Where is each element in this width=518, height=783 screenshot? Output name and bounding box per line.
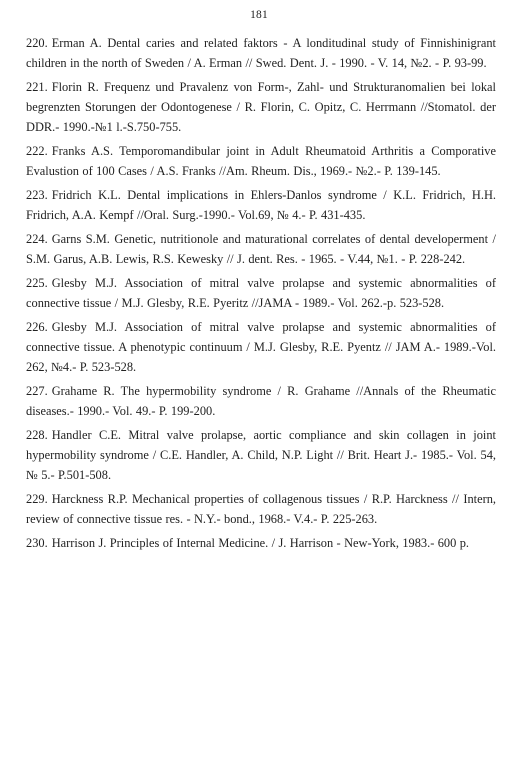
reference-text: Glesby M.J. Association of mitral valve prolapse and systemic abnormalities of connective tissue / M.J. Glesby, R.E. Pyeritz //JAMA - 1989.- Vol. 262.-p. 523-528.: [26, 276, 496, 310]
reference-item: [26, 185, 496, 225]
reference-number: 223.: [26, 188, 48, 202]
reference-list: [26, 33, 496, 557]
page-number: 181: [250, 9, 268, 21]
reference-item: [26, 533, 496, 553]
reference-number: 225.: [26, 276, 48, 290]
reference-number: 224.: [26, 232, 48, 246]
reference-number: 221.: [26, 80, 48, 94]
reference-item: [26, 33, 496, 73]
reference-text: Florin R. Frequenz und Pravalenz von Form-, Zahl- und Strukturanomalien bei lokal begrenzten Storungen der Odontogenese / R. Florin, C. Opitz, C. Herrmann //Stomatol. der DDR.- 1990.-№1 l.-S.750-755.: [26, 80, 496, 134]
reference-text: Harrison J. Principles of Internal Medicine. / J. Harrison - New-York, 1983.- 600 p.: [51, 536, 469, 550]
reference-text: Grahame R. The hypermobility syndrome / R. Grahame //Annals of the Rheumatic diseases.- 1990.- Vol. 49.- P. 199-200.: [26, 384, 496, 418]
reference-item: [26, 381, 496, 421]
reference-number: 228.: [26, 428, 48, 442]
reference-item: [26, 229, 496, 269]
reference-text: Garns S.M. Genetic, nutritionole and maturational correlates of dental developerment / S.M. Garus, A.B. Lewis, R.S. Kewesky // J. dent. Res. - 1965. - V.44, №1. - P. 228-242.: [26, 232, 496, 266]
reference-item: [26, 425, 496, 485]
reference-text: Franks A.S. Temporomandibular joint in Adult Rheumatoid Arthritis a Comporative Evalustion of 100 Cases / A.S. Franks //Am. Rheum. Dis., 1969.- №2.- P. 139-145.: [26, 144, 496, 178]
reference-text: Fridrich K.L. Dental implications in Ehlers-Danlos syndrome / K.L. Fridrich, H.H. Fridrich, A.A. Kempf //Oral. Surg.-1990.- Vol.69, № 4.- P. 431-435.: [26, 188, 496, 222]
reference-text: Glesby M.J. Association of mitral valve prolapse and systemic abnormalities of connective tissue. A phenotypic continuum / M.J. Glesby, R.E. Pyentz // JAM A.- 1989.-Vol. 262, №4.- P. 523-528.: [26, 320, 496, 374]
reference-item: [26, 77, 496, 137]
reference-number: 222.: [26, 144, 48, 158]
reference-number: 229.: [26, 492, 48, 506]
reference-text: Harckness R.P. Mechanical properties of collagenous tissues / R.P. Harckness // Intern, review of connective tissue res. - N.Y.- bond., 1968.- V.4.- P. 225-263.: [26, 492, 496, 526]
reference-item: [26, 489, 496, 529]
reference-number: 230.: [26, 536, 48, 550]
reference-text: Handler C.E. Mitral valve prolapse, aortic compliance and skin collagen in joint hypermobility syndrome / C.E. Handler, A. Child, N.P. Light // Brit. Heart J.- 1985.- Vol. 54, № 5.- P.501-508.: [26, 428, 496, 482]
reference-item: [26, 273, 496, 313]
reference-text: Erman A. Dental caries and related faktors - A londitudinal study of Finnishinigrant children in the north of Sweden / A. Erman // Swed. Dent. J. - 1990. - V. 14, №2. - P. 93-99.: [26, 36, 496, 70]
reference-item: [26, 141, 496, 181]
reference-number: 226.: [26, 320, 48, 334]
reference-number: 220.: [26, 36, 48, 50]
reference-item: [26, 317, 496, 377]
reference-number: 227.: [26, 384, 48, 398]
